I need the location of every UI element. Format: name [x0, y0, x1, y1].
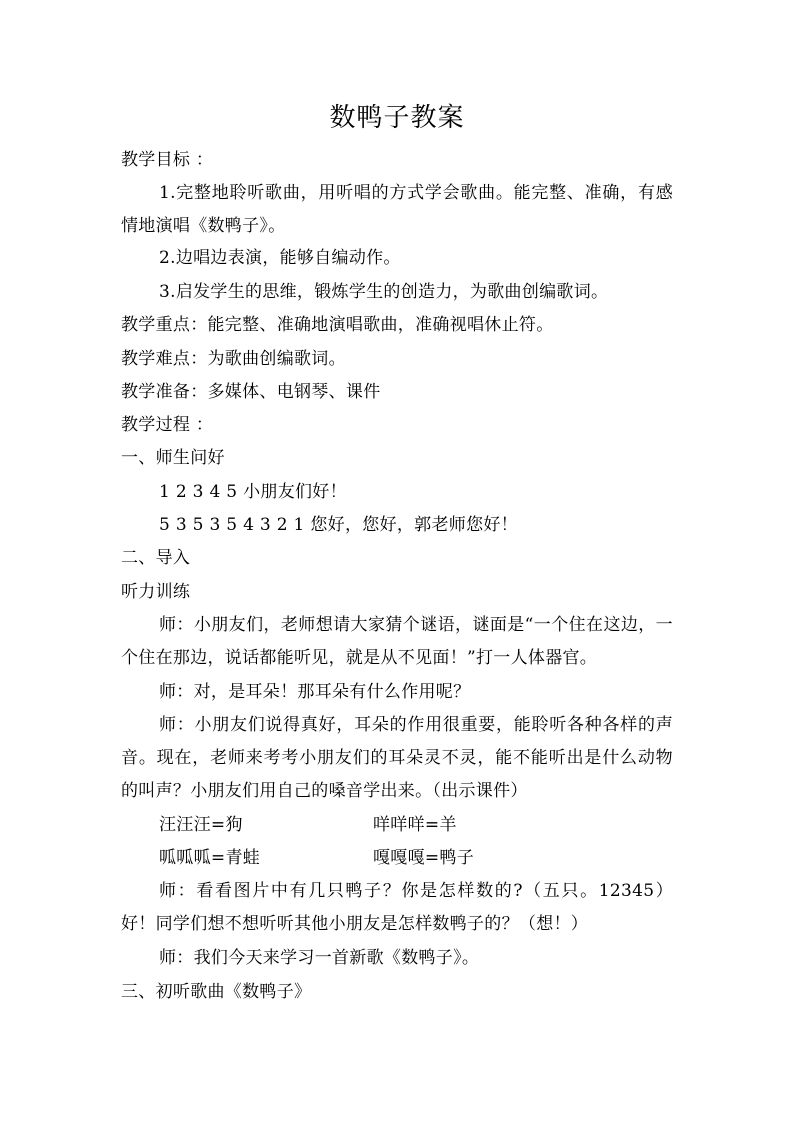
document-title: 数鸭子教案 [329, 103, 465, 133]
preparation: 教学准备：多媒体、电钢琴、课件 [121, 382, 381, 402]
goal-2: 2.边唱边表演，能够自编动作。 [159, 248, 401, 268]
greeting-line-2: 5 3 5 3 5 4 3 2 1 您好，您好，郭老师您好！ [159, 515, 518, 535]
animal-frog: 呱呱呱=青蛙 [159, 848, 261, 868]
section-2-heading: 二、导入 [121, 548, 191, 568]
paragraph-riddle: 师：小朋友们，老师想请大家猜个谜语，谜面是“一个住在这边，一个住在那边，说话都能听见，就是从不见面！”打一人体器官。 [121, 615, 673, 668]
animal-duck: 嘎嘎嘎=鸭子 [373, 848, 475, 868]
greeting-line-1: 1 2 3 4 5 小朋友们好！ [159, 482, 347, 502]
paragraph-sounds: 师：小朋友们说得真好，耳朵的作用很重要，能聆听各种各样的声音。现在，老师来考考小朋友们的耳朵灵不灵，能不能听出是什么动物的叫声？小朋友们用自己的嗓音学出来。（出示课件） [121, 715, 673, 801]
goals-heading: 教学目标 ： [121, 150, 214, 170]
section-1-heading: 一、师生问好 [121, 448, 225, 468]
difficulties: 教学难点：为歌曲创编歌词。 [121, 349, 346, 369]
animal-dog: 汪汪汪=狗 [159, 815, 243, 835]
key-points: 教学重点：能完整、准确地演唱歌曲，准确视唱休止符。 [121, 315, 554, 335]
paragraph-new-song: 师：我们今天来学习一首新歌《数鸭子》。 [159, 948, 480, 968]
section-3-heading: 三、初听歌曲《数鸭子》 [121, 982, 312, 1002]
listening-training: 听力训练 [121, 582, 191, 602]
process-heading: 教学过程 ： [121, 415, 214, 435]
animal-sheep: 咩咩咩=羊 [373, 815, 457, 835]
paragraph-ear: 师：对，是耳朵！那耳朵有什么作用呢？ [159, 682, 471, 702]
goal-3: 3.启发学生的思维，锻炼学生的创造力，为歌曲创编歌词。 [159, 282, 609, 302]
goal-1: 1.完整地聆听歌曲，用听唱的方式学会歌曲。能完整、准确，有感情地演唱《数鸭子》。 [121, 183, 673, 236]
paragraph-count-ducks: 师：看看图片中有几只鸭子？你是怎样数的?（五只。12345）好！同学们想不想听听其他小朋友是怎样数鸭子的？（想！） [121, 881, 673, 934]
